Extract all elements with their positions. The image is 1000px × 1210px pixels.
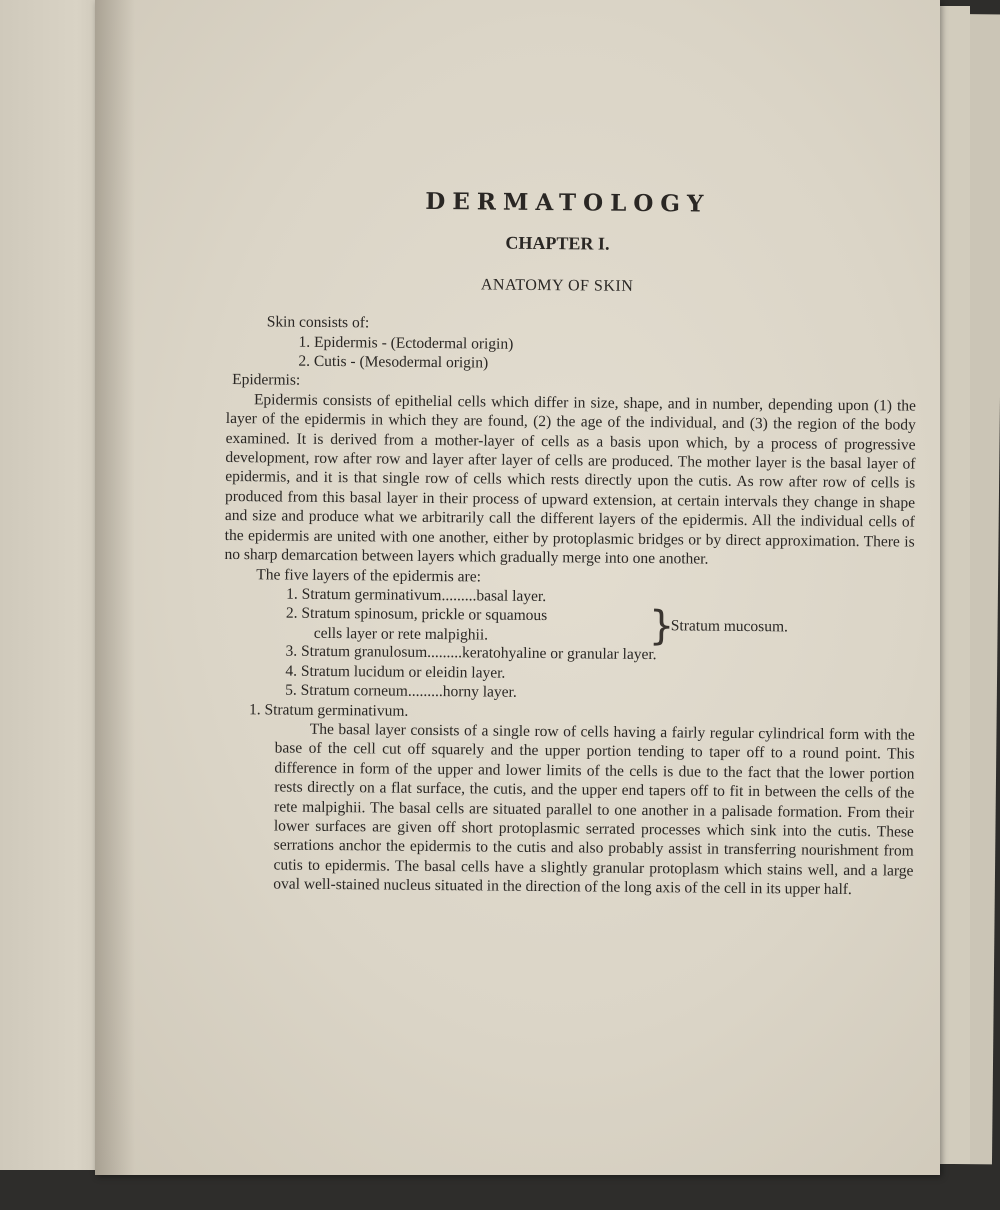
- layer-item-2: 2. Stratum spinosum, prickle or squamous: [285, 604, 548, 625]
- page-text: [221, 187, 918, 900]
- basal-paragraph: The basal layer consists of a single row of cells having a fairly regular cylindrical form with the base of the cell cut off squarely and the upper portion tending to taper off to a round point. This difference in form of the upper and lower limits of the cells is due to the fact that the lower portion rests directly on a flat surface, the cutis, and the upper end tapers off to fit in between the cells of the rete malpighii. The basal cells are situated parallel to one another in a palisade formation. From their lower surfaces are given off short protoplasmic serrated processes which sink into the cutis. These serrations anchor the epidermis to the cutis and also probably assist in transferring nourishment from cutis to epidermis. The basal cells have a slightly granular protoplasm which stains well, and a large oval well-stained nucleus situated in the direction of the long axis of the cell in its upper half.: [273, 720, 915, 899]
- chapter-heading: CHAPTER I.: [505, 233, 610, 255]
- brace-symbol: }: [648, 603, 675, 650]
- epidermis-heading: Epidermis:: [232, 371, 301, 390]
- origin-item-epidermis: 1. Epidermis - (Ectodermal origin): [298, 333, 514, 353]
- book-title: DERMATOLOGY: [425, 187, 711, 218]
- origin-item-cutis: 2. Cutis - (Mesodermal origin): [298, 352, 489, 372]
- layer-item-4: 4. Stratum lucidum or eleidin layer.: [285, 662, 506, 682]
- layer-item-2-cont: cells layer or rete malpighii.: [313, 624, 489, 644]
- subsection-heading: 1. Stratum germinativum.: [248, 700, 409, 720]
- brace-group: [224, 603, 914, 648]
- skin-intro: Skin consists of:: [266, 313, 370, 332]
- epidermis-paragraph: Epidermis consists of epithelial cells which differ in size, shape, and in number, depending upon (1) the layer of the epidermis in which they are found, (2) the age of the individual, and (3) the region of the body examined. It is derived from a mother-layer of cells as a basis upon which, by a process of progressive development, row after row and layer after layer of cells are produced. The mother layer is the basal layer of epidermis, and it is that single row of cells which rests directly upon the cutis. As row after row of cells is produced from this basal layer in their process of upward extension, at certain intervals they change in shape and size and produce what we arbitrarily call the different layers of the epidermis. All the individual cells of the epidermis are united with one another, either by protoplasmic bridges or by direct approximation. There is no sharp demarcation between layers which gradually merge into one another.: [224, 391, 917, 568]
- section-heading: ANATOMY OF SKIN: [480, 276, 634, 295]
- page-gutter-shadow: [95, 0, 135, 1175]
- layer-item-3: 3. Stratum granulosum.........keratohyaline or granular layer.: [285, 642, 657, 664]
- brace-label: Stratum mucosum.: [670, 617, 789, 636]
- layer-item-5: 5. Stratum corneum.........horny layer.: [285, 681, 517, 701]
- layer-item-1: 1. Stratum germinativum.........basal layer.: [286, 585, 547, 605]
- layers-intro: The five layers of the epidermis are:: [256, 565, 482, 585]
